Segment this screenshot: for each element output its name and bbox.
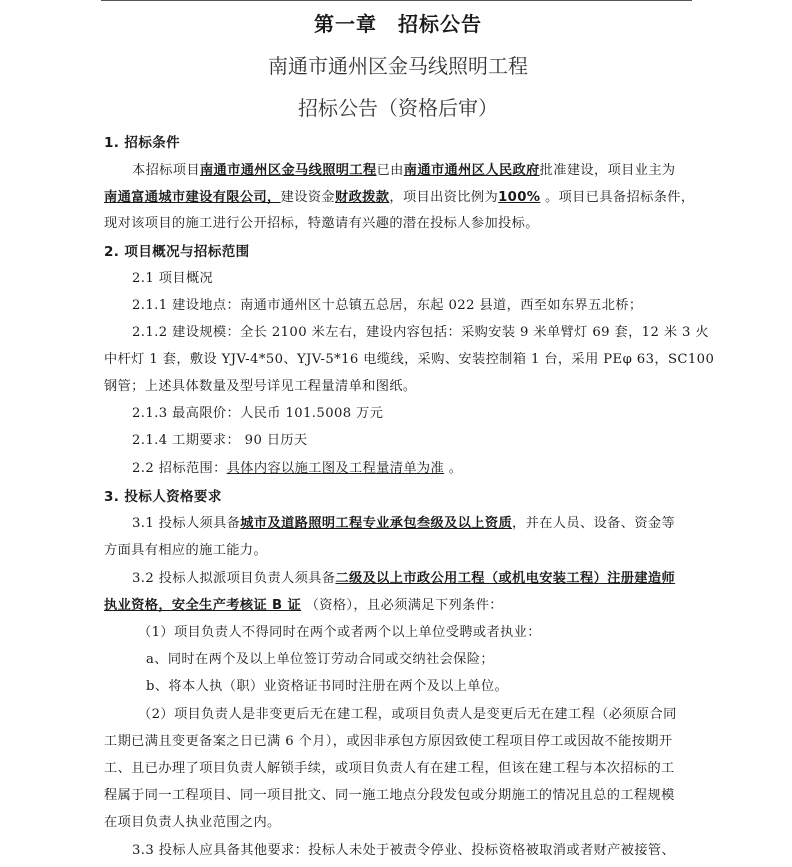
section-2-line-2: 2.1.1 建设地点：南通市通州区十总镇五总居，东起 022 县道，西至如东界五北桥； bbox=[132, 298, 643, 313]
section-1-paragraph-line-1 bbox=[104, 162, 692, 180]
text: 2.2 招标范围： bbox=[132, 461, 227, 476]
section-2-line-7: 2.1.4 工期要求： 90 日历天 bbox=[132, 433, 308, 448]
section-3-line-7: b、将本人执（职）业资格证书同时注册在两个及以上单位。 bbox=[146, 679, 509, 694]
section-1-paragraph-line-3: 现对该项目的施工进行公开招标，特邀请有兴趣的潜在投标人参加投标。 bbox=[104, 216, 539, 231]
section-3-line-3 bbox=[104, 570, 720, 588]
chapter-title: 第一章 招标公告 bbox=[314, 12, 482, 36]
section-3-line-9: 工期已满且变更备案之日已满 6 个月），或因非承包方原因致使工程项目停工或因故不能按期开 bbox=[104, 734, 673, 749]
section-1-paragraph-line-2 bbox=[104, 189, 695, 207]
bid-scope: 具体内容以施工图及工程量清单为准 bbox=[226, 461, 445, 476]
text: 。项目已具备招标条件， bbox=[540, 190, 695, 205]
section-2-line-8 bbox=[104, 460, 720, 478]
text: （资格），且必须满足下列条件： bbox=[301, 598, 503, 613]
text: ，项目出资比例为 bbox=[389, 190, 499, 205]
section-2-line-5: 钢管；上述具体数量及型号详见工程量清单和图纸。 bbox=[104, 379, 417, 394]
manager-qualification: 二级及以上市政公用工程（或机电安装工程）注册建造师 bbox=[335, 571, 676, 586]
manager-certificate: 执业资格，安全生产考核证 B 证 bbox=[104, 598, 302, 613]
section-2-line-6: 2.1.3 最高限价：人民币 101.5008 万元 bbox=[132, 406, 384, 421]
section-3-line-2: 方面具有相应的施工能力。 bbox=[104, 543, 268, 558]
page-top-rule bbox=[101, 0, 692, 1]
qualification-requirement: 城市及道路照明工程专业承包叁级及以上资质 bbox=[240, 516, 513, 531]
section-3-line-11: 程属于同一工程项目、同一项目批文、同一施工地点分段发包或分期施工的情况且总的工程规模 bbox=[104, 788, 675, 803]
fund-ratio: 100% bbox=[498, 190, 541, 205]
section-3-line-8: （2）项目负责人是非变更后无在建工程，或项目负责人是变更后无在建工程（必须原合同 bbox=[138, 707, 677, 722]
section-3-line-12: 在项目负责人执业范围之内。 bbox=[104, 815, 281, 830]
owner-name: 南通富通城市建设有限公司， bbox=[104, 190, 281, 205]
section-1-heading: 1. 招标条件 bbox=[104, 135, 181, 151]
project-title: 南通市通州区金马线照明工程 bbox=[268, 54, 528, 78]
section-3-line-13: 3.3 投标人应具备其他要求：投标人未处于被责令停业、投标资格被取消或者财产被接管、 bbox=[132, 843, 676, 858]
section-3-line-5: （1）项目负责人不得同时在两个或者两个以上单位受聘或者执业： bbox=[138, 625, 541, 640]
section-2-line-3: 2.1.2 建设规模：全长 2100 米左右，建设内容包括：采购安装 9 米单臂灯 69 套，12 米 3 火 bbox=[132, 325, 709, 340]
section-3-heading: 3. 投标人资格要求 bbox=[104, 489, 222, 505]
section-3-line-1 bbox=[104, 515, 720, 533]
section-3-line-10: 工、且已办理了项目负责人解锁手续，或项目负责人有在建工程，但该在建工程与本次招标的工 bbox=[104, 761, 675, 776]
project-name: 南通市通州区金马线照明工程 bbox=[199, 163, 377, 178]
approver-name: 南通市通州区人民政府 bbox=[403, 163, 540, 178]
text: 已由 bbox=[376, 163, 404, 178]
fund-source: 财政拨款 bbox=[335, 190, 390, 205]
text: 批准建设，项目业主为 bbox=[539, 163, 676, 178]
text: ，并在人员、设备、资金等 bbox=[512, 516, 676, 531]
section-3-line-4 bbox=[104, 597, 692, 615]
text: 建设资金 bbox=[280, 190, 335, 205]
text: 3.1 投标人须具备 bbox=[132, 516, 241, 531]
notice-title: 招标公告（资格后审） bbox=[298, 96, 498, 120]
section-3-line-6: a、同时在两个及以上单位签订劳动合同或交纳社会保险； bbox=[146, 652, 494, 667]
section-2-line-1: 2.1 项目概况 bbox=[132, 271, 214, 286]
text: 3.2 投标人拟派项目负责人须具备 bbox=[132, 571, 336, 586]
text: 本招标项目 bbox=[132, 163, 200, 178]
section-2-heading: 2. 项目概况与招标范围 bbox=[104, 244, 250, 260]
section-2-line-4: 中杆灯 1 套，敷设 YJV-4*50、YJV-5*16 电缆线，采购、安装控制箱 1 台，采用 PEφ 63，SC100 bbox=[104, 352, 715, 367]
text: 。 bbox=[444, 461, 463, 476]
